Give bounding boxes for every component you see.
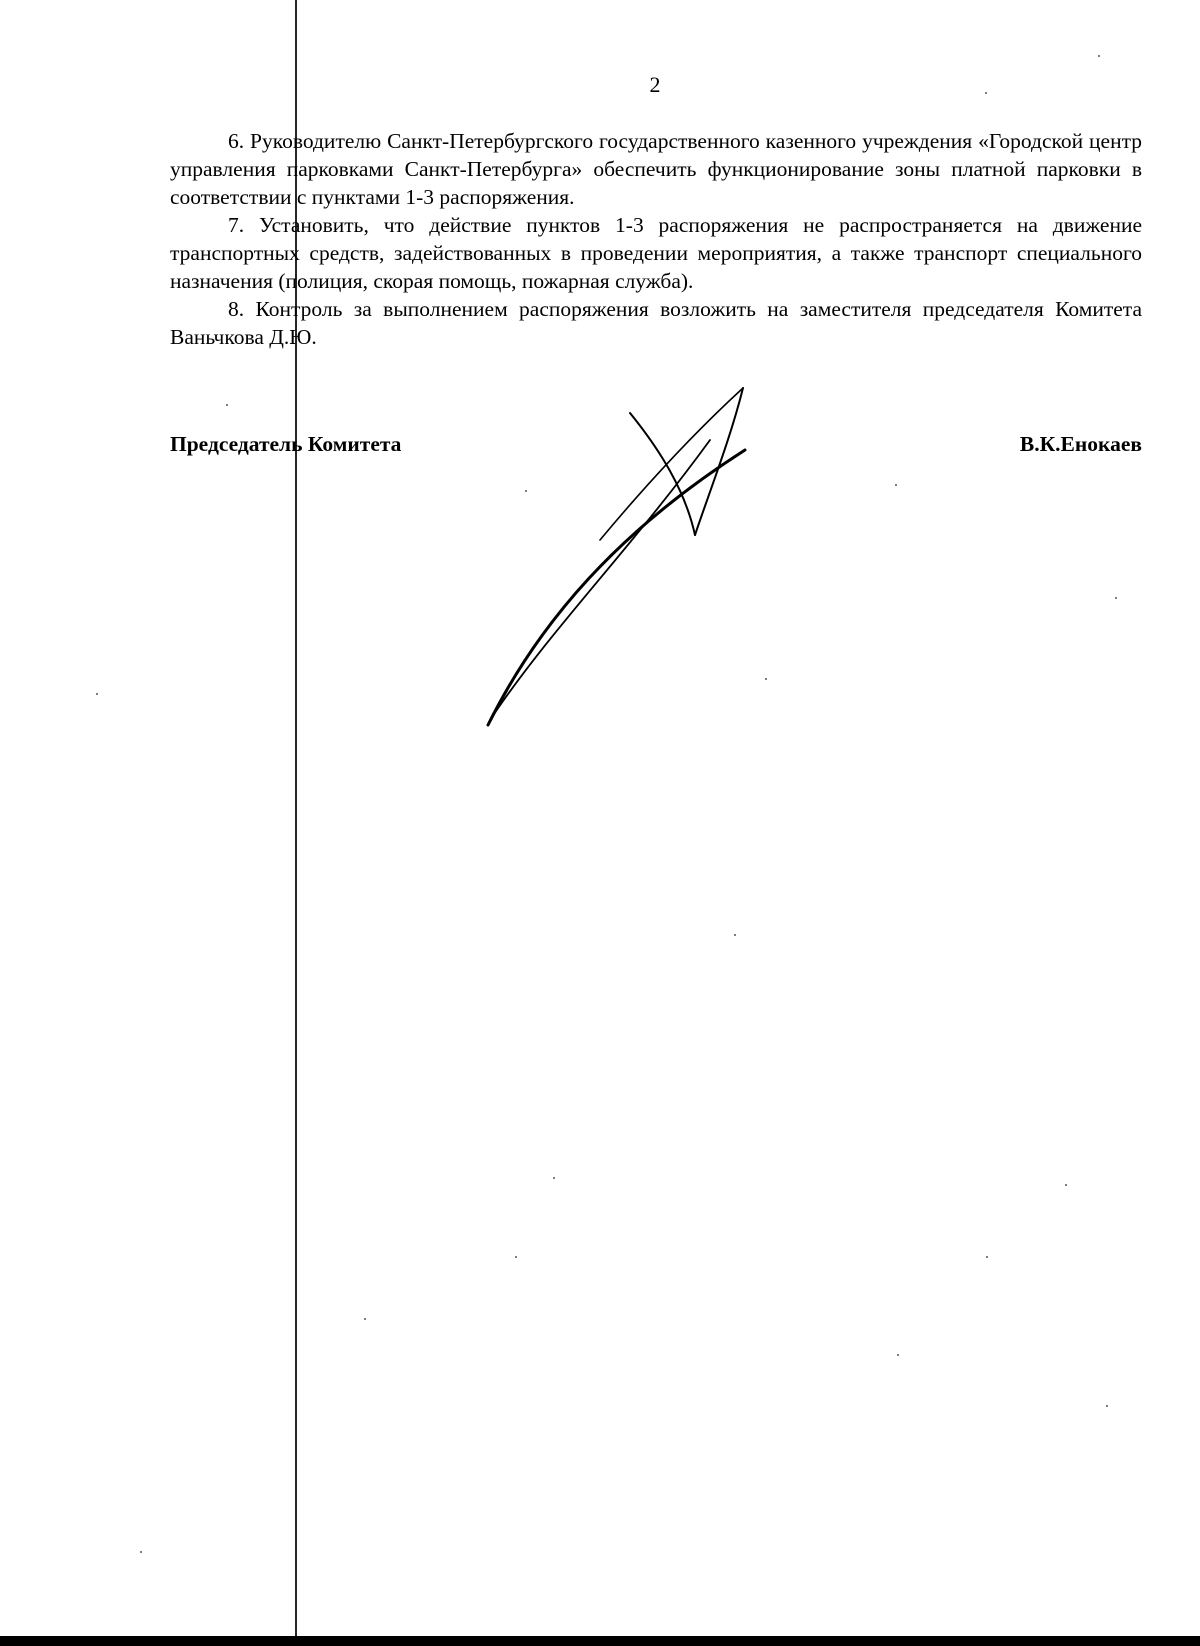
page-number: 2 — [649, 72, 661, 97]
paragraph-6: 6. Руководителю Санкт-Петербургского государственного казенного учреждения «Городской центр управления парковками Санкт-Петербурга» обеспечить функционирование зоны платной парковки в соответствии с пунктами 1-3 распоряжения. — [170, 129, 1142, 209]
scan-speck — [986, 1256, 988, 1258]
scan-speck — [553, 1177, 555, 1179]
scan-artifact-bottom-border — [0, 1636, 1200, 1646]
scan-speck — [734, 934, 736, 936]
document-body — [170, 127, 1142, 351]
scan-speck — [895, 484, 897, 486]
scan-speck — [897, 1354, 899, 1356]
paragraph-8: 8. Контроль за выполнением распоряжения возложить на заместителя председателя Комитета Ваньчкова Д.Ю. — [170, 297, 1142, 349]
handwritten-signature — [480, 380, 790, 730]
signatory-title: Председатель Комитета — [170, 432, 402, 456]
scan-speck — [765, 678, 767, 680]
scan-speck — [1098, 55, 1100, 57]
scan-speck — [226, 404, 228, 406]
scan-speck — [364, 1318, 366, 1320]
scan-speck — [1106, 1405, 1108, 1407]
scan-speck — [1115, 597, 1117, 599]
scan-speck — [1065, 1184, 1067, 1186]
paragraph-7: 7. Установить, что действие пунктов 1-3 распоряжения не распространяется на движение транспортных средств, задействованных в проведении мероприятия, а также транспорт специального назначения (полиция, скорая помощь, пожарная служба). — [170, 213, 1142, 293]
scan-speck — [525, 490, 527, 492]
scan-speck — [140, 1551, 142, 1553]
scan-speck — [515, 1256, 517, 1258]
scan-speck — [96, 693, 98, 695]
scan-speck — [985, 92, 987, 94]
signatory-name: В.К.Енокаев — [1019, 432, 1142, 456]
